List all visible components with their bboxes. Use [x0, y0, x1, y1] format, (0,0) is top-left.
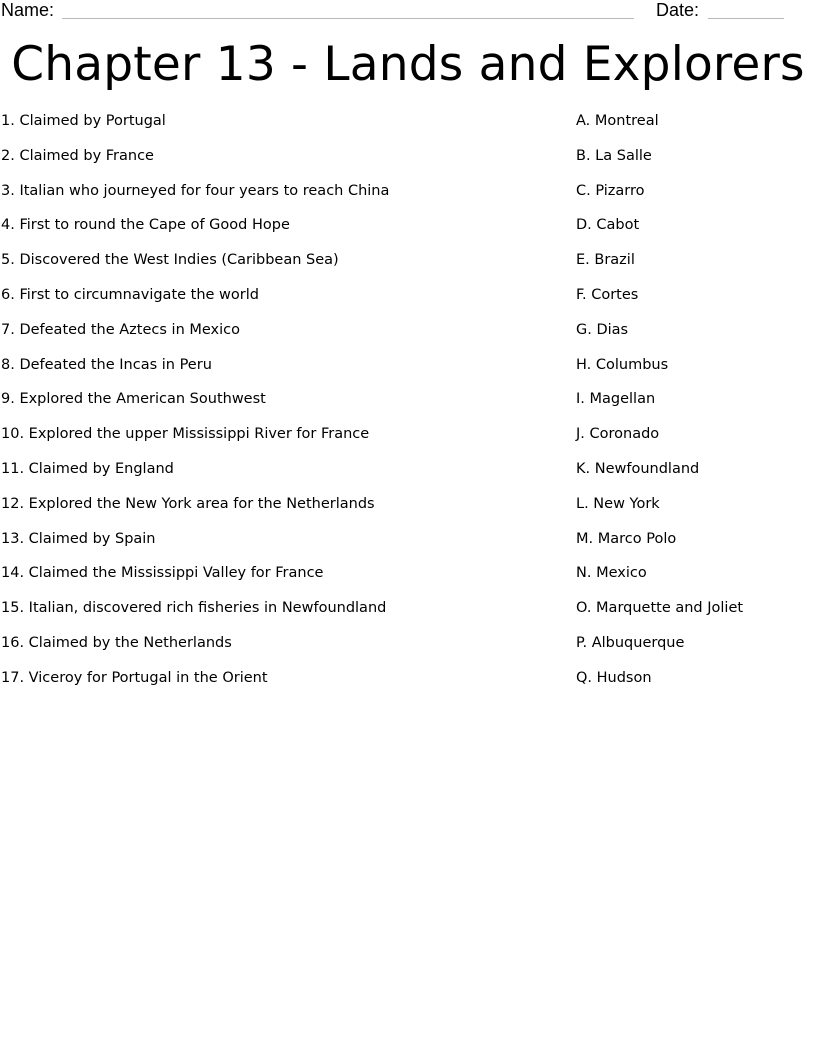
answer-list	[576, 111, 806, 703]
answer-item: G. Dias	[576, 321, 629, 338]
clue-item: 2. Claimed by France	[1, 147, 154, 164]
clue-item: 7. Defeated the Aztecs in Mexico	[1, 321, 240, 338]
name-label: Name:	[1, 0, 55, 20]
answer-item: H. Columbus	[576, 356, 669, 373]
answer-item: D. Cabot	[576, 217, 640, 234]
answer-item: P. Albuquerque	[576, 634, 685, 651]
clue-item: 16. Claimed by the Netherlands	[1, 634, 232, 651]
answer-item: L. New York	[576, 495, 660, 512]
clue-item: 13. Claimed by Spain	[1, 530, 156, 547]
answer-item: J. Coronado	[576, 426, 660, 443]
answer-item: E. Brazil	[576, 252, 635, 269]
answer-item: M. Marco Polo	[576, 530, 677, 547]
answer-item: A. Montreal	[576, 113, 659, 129]
clue-list	[1, 111, 541, 703]
answer-item: F. Cortes	[576, 286, 639, 303]
clue-item: 6. First to circumnavigate the world	[1, 286, 259, 303]
header	[0, 0, 816, 24]
date-field-line[interactable]	[708, 18, 784, 19]
answer-item: B. La Salle	[576, 147, 652, 164]
clue-item: 4. First to round the Cape of Good Hope	[1, 217, 290, 234]
answer-item: I. Magellan	[576, 391, 656, 408]
answer-item: C. Pizarro	[576, 182, 645, 199]
clue-item: 11. Claimed by England	[1, 460, 174, 477]
clue-item: 3. Italian who journeyed for four years to reach China	[1, 182, 390, 199]
name-field-line[interactable]	[62, 18, 634, 19]
clue-item: 17. Viceroy for Portugal in the Orient	[1, 669, 268, 686]
clue-item: 9. Explored the American Southwest	[1, 391, 266, 408]
clue-item: 1. Claimed by Portugal	[1, 113, 166, 129]
page-title: Chapter 13 - Lands and Explorers	[11, 37, 805, 92]
date-label: Date:	[656, 0, 700, 20]
clue-item: 14. Claimed the Mississippi Valley for France	[1, 565, 324, 582]
answer-item: Q. Hudson	[576, 669, 652, 686]
answer-item: O. Marquette and Joliet	[576, 600, 744, 617]
clue-item: 15. Italian, discovered rich fisheries in Newfoundland	[1, 600, 387, 617]
clue-item: 12. Explored the New York area for the Netherlands	[1, 495, 375, 512]
clue-item: 5. Discovered the West Indies (Caribbean Sea)	[1, 252, 339, 269]
clue-item: 8. Defeated the Incas in Peru	[1, 356, 212, 373]
answer-item: K. Newfoundland	[576, 460, 700, 477]
answer-item: N. Mexico	[576, 565, 647, 582]
clue-item: 10. Explored the upper Mississippi River for France	[1, 426, 370, 443]
